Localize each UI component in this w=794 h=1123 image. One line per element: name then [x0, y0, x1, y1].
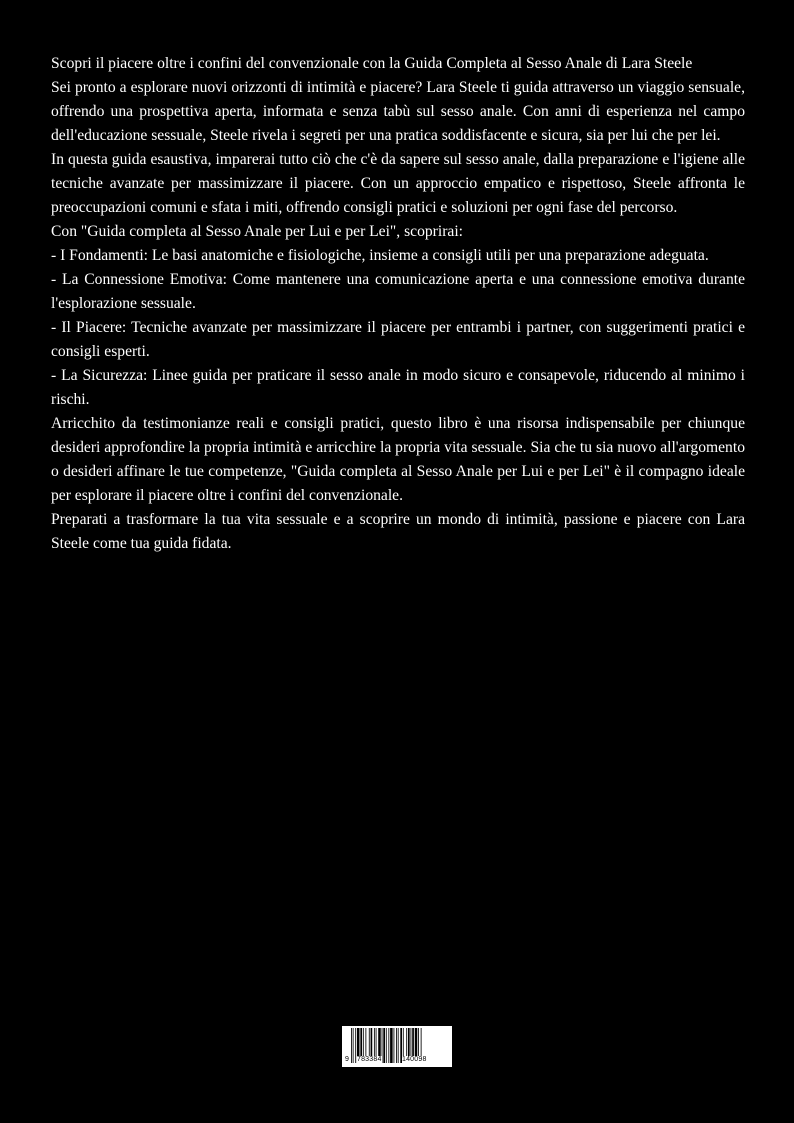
- blurb-text: [51, 52, 745, 556]
- barcode-bar: [383, 1028, 385, 1063]
- barcode-bar: [388, 1028, 389, 1063]
- barcode-digits-left: 783384: [357, 1056, 382, 1063]
- barcode-bar: [355, 1028, 356, 1063]
- isbn-barcode: [342, 1026, 452, 1067]
- blurb-list-item-connessione: - La Connessione Emotiva: Come mantenere una comunicazione aperta e una connessione emotiva durante l'esplorazione sessuale.: [51, 271, 745, 312]
- blurb-guide-description: In questa guida esaustiva, imparerai tutto ciò che c'è da sapere sul sesso anale, dalla preparazione e l'igiene alle tecniche avanzate per massimizzare il piacere. Con un approccio empatico e rispettoso, Steele affronta le preoccupazioni comuni e sfata i miti, offrendo consigli pratici e soluzioni per ogni fase del percorso.: [51, 151, 745, 216]
- barcode-bar: [394, 1028, 395, 1063]
- barcode-bar: [396, 1028, 397, 1063]
- blurb-list-item-fondamenti: - I Fondamenti: Le basi anatomiche e fisiologiche, insieme a consigli utili per una preparazione adeguata.: [51, 247, 709, 264]
- barcode-bar: [382, 1028, 383, 1063]
- barcode-bar: [353, 1028, 354, 1063]
- barcode-digits-right: 140098: [402, 1056, 427, 1063]
- barcode-bar: [386, 1028, 387, 1063]
- barcode-bar: [398, 1028, 399, 1063]
- blurb-summary: Arricchito da testimonianze reali e consigli pratici, questo libro è una risorsa indispensabile per chiunque desideri approfondire la propria intimità e arricchire la propria vita sessuale. Sia che tu sia nuovo all'argomento o desideri affinare le tue competenze, "Guida completa al Sesso Anale per Lui e per Lei" è il compagno ideale per esplorare il piacere oltre i confini del convenzionale.: [51, 415, 745, 504]
- barcode-bar: [390, 1028, 393, 1063]
- blurb-list-item-piacere: - Il Piacere: Tecniche avanzate per massimizzare il piacere per entrambi i partner, con suggerimenti pratici e consigli esperti.: [51, 319, 745, 360]
- blurb-headline: Scopri il piacere oltre i confini del convenzionale con la Guida Completa al Sesso Anale di Lara Steele: [51, 55, 693, 72]
- blurb-list-item-sicurezza: - La Sicurezza: Linee guida per praticare il sesso anale in modo sicuro e consapevole, riducendo al minimo i rischi.: [51, 367, 745, 408]
- blurb-list-intro: Con "Guida completa al Sesso Anale per Lui e per Lei", scoprirai:: [51, 223, 463, 240]
- blurb-intro: Sei pronto a esplorare nuovi orizzonti di intimità e piacere? Lara Steele ti guida attraverso un viaggio sensuale, offrendo una prospettiva aperta, informata e senza tabù sul sesso anale. Con anni di esperienza nel campo dell'educazione sessuale, Steele rivela i segreti per una pratica soddisfacente e sicura, sia per lui che per lei.: [51, 79, 745, 144]
- barcode-bar: [351, 1028, 352, 1063]
- barcode-digit-first: 9: [345, 1056, 350, 1063]
- blurb-closing: Preparati a trasformare la tua vita sessuale e a scoprire un mondo di intimità, passione e piacere con Lara Steele come tua guida fidata.: [51, 511, 745, 552]
